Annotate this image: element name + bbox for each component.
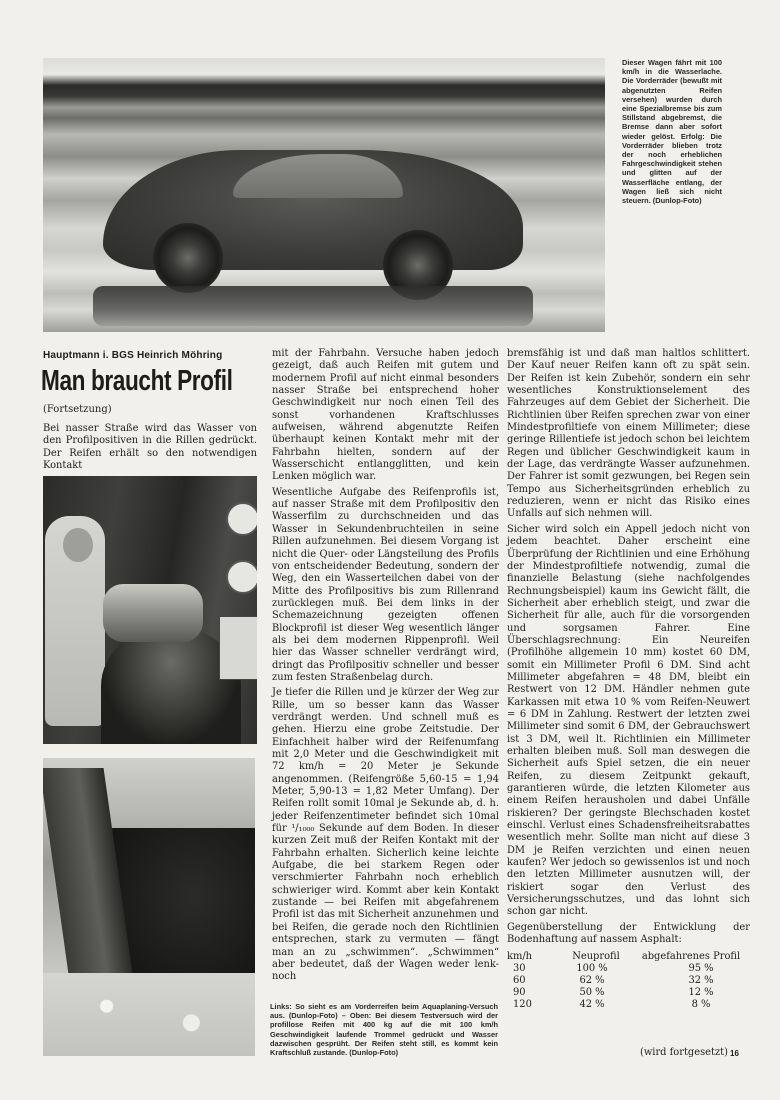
photo-test-drum xyxy=(43,476,257,744)
paragraph: Sicher wird solch ein Appell jedoch nicht von jedem beachtet. Daher erscheint eine Überprüfung der Richtlinien und eine Erhöhung der Mindestprofiltiefe notwendig, zumal die finanzielle Belastung (siehe nachfolgendes Rechnungsbeispiel) kaum ins Gewicht fällt, die Sicherheit aber erheblich steigt, und zwar die Sicherheit für alle, auch für die vorsorgenden und sorgsamen Fahrer. Eine Überschlagsrechnung: Ein Neureifen (Profilhöhe allgemein 10 mm) kostet 60 DM, somit ein Millimeter Profil 6 DM. Sind acht Millimeter abgefahren = 48 DM, bleibt ein Restwert von 12 DM. Händler nehmen gute Karkassen mit etwa 10 % vom Reifen-Neuwert = 6 DM in Zahlung. Restwert der letzten zwei Millimeter sind somit 6 DM, der Gebrauchswert ist 3 DM, weil lt. Richtlinien ein Millimeter erhalten bleiben muß. Soll man deswegen die Sicherheit aufs Spiel setzen, die ein neuer Reifen, zu diesem Zeitpunkt gekauft, garantieren würde, die letzten Kilometer aus einem Reifen herausholen und dabei Unfälle riskieren? Der geringste Blechschaden kostet einschl. Verlust eines Schadensfreiheitsrabattes wesentlich mehr. Sollte man nicht auf diese 3 DM je Reifen verzichten und einen neuen kaufen? Wer jedoch so gewissenlos ist und noch den letzten Millimeter ausnutzen will, der riskiert sogar den Verlust des Versicherungsschutzes, und das lohnt sich schon gar nicht. xyxy=(507,523,750,918)
photo-car-aquaplaning xyxy=(43,58,605,332)
page-number: 16 xyxy=(730,1049,739,1058)
byline: Hauptmann i. BGS Heinrich Möhring xyxy=(43,350,223,361)
cell-kmh: 60 xyxy=(513,974,526,986)
cell-abgefahren: 95 % xyxy=(688,962,714,974)
cell-neuprofil: 62 % xyxy=(579,974,605,986)
subtitle: (Fortsetzung) xyxy=(43,404,112,415)
technician-head xyxy=(63,528,93,562)
cell-abgefahren: 12 % xyxy=(688,987,714,999)
paragraph: Je tiefer die Rillen und je kürzer der Weg zur Rille, um so besser kann das Wasser verdrängt werden. Und schnell muß es gehen. Hierzu eine grobe Zeitstudie. Der Einfachheit halber wird der Reifenumfang mit 2,0 Meter und die Geschwindigkeit mit 72 km/h = 20 Meter je Sekunde angenommen. (Reifengröße 5,60-15 = 1,94 Meter, 5,90-13 = 1,82 Meter Umfang). Der Reifen rollt somit 10mal je Sekunde ab, d. h. jeder Reifenzentimeter befindet sich 10mal für ¹/₁₀₀₀ Sekunde auf dem Boden. In dieser kurzen Zeit muß der Reifen Kontakt mit der Fahrbahn erhalten. Sicherlich keine leichte Aufgabe, die bei starkem Regen oder verschmierter Fahrbahn noch erheblich schwieriger wird. Kommt aber kein Kontakt zustande — bei Reifen mit abgefahrenem Profil ist das mit Sicherheit anzunehmen und bei Reifen, die gerade noch den Richtlinien entsprechen, stark zu vermuten — fängt man an zu „schwimmen“. „Schwimmen“ aber bedeutet, daß der Wagen weder lenk- noch xyxy=(272,687,499,983)
table-row xyxy=(507,987,747,999)
cell-neuprofil: 100 % xyxy=(576,962,608,974)
paragraph: Wesentliche Aufgabe des Reifenprofils ist, auf nasser Straße mit dem Profilpositiv den Wasserfilm zu durchschneiden und das Wasser in Sekundenbruchteilen in seine Rillen aufzunehmen. Bei diesem Vorgang ist nicht die Quer- oder Längsteilung des Profils von entscheidender Bedeutung, sondern der Weg, den ein Wasserteilchen dabei von der Mitte des Profilpositivs bis zum Rillenrand zurücklegen muß. Bei dem links in der Schemazeichnung gezeigten offenen Blockprofil ist dieser Weg wesentlich länger als bei dem modernen Rippenprofil. Weil hier das Wasser schneller verdrängt wird, dringt das Profilpositiv schneller und besser zum festen Straßenbelag durch. xyxy=(272,486,499,683)
article-column-middle xyxy=(272,348,499,987)
continued-note: (wird fortgesetzt) xyxy=(640,1047,729,1058)
tire-speed-gauge xyxy=(226,502,257,536)
load-sign xyxy=(219,616,257,680)
caption-bottom-photos: Links: So sieht es am Vorderreifen beim Aquaplaning-Versuch aus. (Dunlop-Foto) – Oben: Bei diesem Testversuch wird der profillose Reifen mit 400 kg auf die mit 100 km/h Geschwindigkeit laufende Trommel gedrückt und Wasser dazwischen gesprüht. Der Reifen steht still, es kommt kein Kraftschluß zustande. (Dunlop-Foto) xyxy=(270,1002,498,1058)
article-column-right xyxy=(507,348,750,1012)
cell-kmh: 30 xyxy=(513,962,526,974)
cell-abgefahren: 8 % xyxy=(691,999,711,1011)
intro-paragraph xyxy=(43,423,257,475)
header-kmh: km/h xyxy=(507,950,533,962)
table-header-row xyxy=(507,951,747,963)
photo-front-tire-splash xyxy=(43,758,255,1056)
cell-kmh: 120 xyxy=(513,999,532,1011)
grip-comparison-table xyxy=(507,951,747,1012)
header-abgefahren: abgefahrenes Profil xyxy=(641,950,741,962)
headline: Man braucht Profil xyxy=(41,365,233,397)
cell-neuprofil: 42 % xyxy=(579,999,605,1011)
cell-kmh: 90 xyxy=(513,987,526,999)
cell-abgefahren: 32 % xyxy=(688,974,714,986)
cell-neuprofil: 50 % xyxy=(579,987,605,999)
header-neuprofil: Neuprofil xyxy=(572,950,620,962)
wheel-hub xyxy=(103,584,203,642)
table-row xyxy=(507,963,747,975)
technician-figure xyxy=(45,516,105,726)
water-spray xyxy=(43,973,255,1056)
caption-top-photo: Dieser Wagen fährt mit 100 km/h in die Wasserlache. Die Vorderräder (bewußt mit abgenutzten Reifen versehen) wurden durch eine Spezialbremse bis zum Stillstand abgebremst, die Bremse dann aber sofort wieder gelöst. Erfolg: Die Vorderräder blieben trotz der noch erheblichen Fahrgeschwindigkeit stehen und glitten auf der Wasserfläche entlang, der Wagen ließ sich nicht steuern. (Dunlop-Foto) xyxy=(622,58,722,206)
intro-text: Bei nasser Straße wird das Wasser von den Profilpositiven in die Rillen gedrückt. Der Reifen erhält so den notwendigen Kontakt xyxy=(43,423,257,472)
drum-speed-gauge xyxy=(226,560,257,594)
paragraph: bremsfähig ist und daß man haltlos schlittert. Der Kauf neuer Reifen kann oft zu spät sein. Der Reifen ist kein Zubehör, sondern ein sehr wesentliches Konstruktionselement des Fahrzeuges auf dem Gebiet der Sicherheit. Die Richtlinien über Reifen sprechen zwar von einer Mindestprofiltiefe von einem Millimeter; diese geringe Rillentiefe ist jedoch schon bei leichtem Regen und üblicher Geschwindigkeit kaum in der Lage, das verdrängte Wasser aufzunehmen. Der Fahrer ist somit gezwungen, bei Regen sein Tempo aus Sicherheitsgründen erheblich zu reduzieren, wenn er nicht das Risiko eines Unfalls auf sich nehmen will. xyxy=(507,348,750,520)
table-row xyxy=(507,975,747,987)
paragraph: Gegenüberstellung der Entwicklung der Bodenhaftung auf nassem Asphalt: xyxy=(507,921,750,946)
paragraph: mit der Fahrbahn. Versuche haben jedoch gezeigt, daß auch Reifen mit gutem und modernem Profil auf nicht einmal besonders nasser Straße bei entsprechend hoher Geschwindigkeit nur noch einen Teil des sonst vorhandenen Kraftschlusses aufweisen, während abgenutzte Reifen überhaupt keinen Kontakt mehr mit der Fahrbahn hielten, sondern auf der Wasserschicht entlangglitten, und kein Lenken möglich war. xyxy=(272,348,499,483)
table-row xyxy=(507,999,747,1011)
car-rear-wheel xyxy=(153,223,223,293)
car-water-reflection xyxy=(93,286,533,326)
